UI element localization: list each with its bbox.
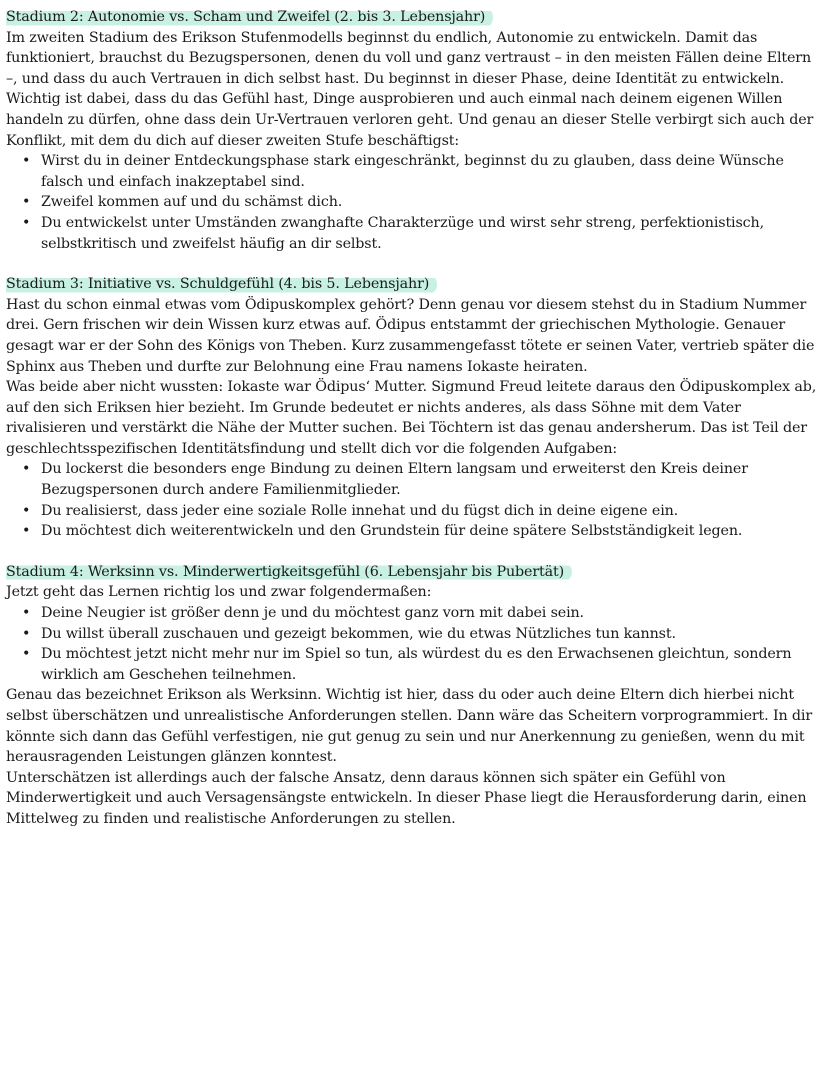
list-item: • Du möchtest dich weiterentwickeln und den Grundstein für deine spätere Selbstständigkeit legen. <box>41 521 818 542</box>
document-page <box>6 7 818 830</box>
section-heading: Stadium 3: Initiative vs. Schuldgefühl (4. bis 5. Lebensjahr) <box>6 274 437 295</box>
paragraph: Hast du schon einmal etwas vom Ödipuskomplex gehört? Denn genau vor diesem stehst du in Stadium Nummer drei. Gern frischen wir dein Wissen kurz etwas auf. Ödipus entstammt der griechischen Mythologie. Genauer gesagt war er der Sohn des Königs von Theben. Kurz zusammengefasst tötete er seinen Vater, vertrieb später die Sphinx aus Theben und durfte zur Belohnung eine Frau namens Iokaste heiraten. <box>6 296 815 375</box>
section-stadium-3 <box>6 274 818 542</box>
list-item: • Du entwickelst unter Umständen zwanghafte Charakterzüge und wirst sehr streng, perfektionistisch, selbstkritisch und zweifelst häufig an dir selbst. <box>41 213 818 254</box>
list-item: • Du realisierst, dass jeder eine soziale Rolle innehat und du fügst dich in deine eigene ein. <box>41 501 818 522</box>
section-stadium-2 <box>6 7 818 254</box>
section-heading: Stadium 4: Werksinn vs. Minderwertigkeitsgefühl (6. Lebensjahr bis Pubertät) <box>6 562 572 583</box>
list-item: • Zweifel kommen auf und du schämst dich. <box>41 192 818 213</box>
paragraph: Genau das bezeichnet Erikson als Werksinn. Wichtig ist hier, dass du oder auch deine Eltern dich hierbei nicht selbst überschätzen und unrealistische Anforderungen stellen. Dann wäre das Scheitern vorprogrammiert. In dir könnte sich dann das Gefühl verfestigen, nie gut genug zu sein und nur Anerkennung zu genießen, wenn du mit herausragenden Leistungen glänzen konntest. <box>6 687 813 766</box>
list-item: • Du möchtest jetzt nicht mehr nur im Spiel so tun, als würdest du es den Erwachsenen gleichtun, sondern wirklich am Geschehen teilnehmen. <box>41 644 818 685</box>
paragraph: Jetzt geht das Lernen richtig los und zwar folgendermaßen: <box>6 584 432 601</box>
paragraph: Im zweiten Stadium des Erikson Stufenmodells beginnst du endlich, Autonomie zu entwickeln. Damit das funktioniert, brauchst du Bezugspersonen, denen du voll und ganz vertraust – in den meisten Fällen deine Eltern –, und dass du auch Vertrauen in dich selbst hast. Du beginnst in dieser Phase, deine Identität zu entwickeln. <box>6 29 812 87</box>
section-stadium-4 <box>6 562 818 830</box>
paragraph: Unterschätzen ist allerdings auch der falsche Ansatz, denn daraus können sich später ein Gefühl von Minderwertigkeit und auch Versagensängste entwickeln. In dieser Phase liegt die Herausforderung darin, einen Mittelweg zu finden und realistische Anforderungen zu stellen. <box>6 769 807 827</box>
paragraph: Wichtig ist dabei, dass du das Gefühl hast, Dinge ausprobieren und auch einmal nach deinem eigenen Willen handeln zu dürfen, ohne dass dein Ur-Vertrauen verloren geht. Und genau an dieser Stelle verbirgt sich auch der Konflikt, mit dem du dich auf dieser zweiten Stufe beschäftigst: <box>6 91 814 149</box>
list-item: • Du lockerst die besonders enge Bindung zu deinen Eltern langsam und erweiterst den Kreis deiner Bezugspersonen durch andere Familienmitglieder. <box>41 459 818 500</box>
list-item: • Wirst du in deiner Entdeckungsphase stark eingeschränkt, beginnst du zu glauben, dass deine Wünsche falsch und einfach inakzeptabel sind. <box>41 151 818 192</box>
bullet-list <box>6 459 818 541</box>
bullet-list <box>6 151 818 254</box>
bullet-list <box>6 603 818 685</box>
list-item: • Du willst überall zuschauen und gezeigt bekommen, wie du etwas Nützliches tun kannst. <box>41 624 818 645</box>
paragraph: Was beide aber nicht wussten: Iokaste war Ödipus‘ Mutter. Sigmund Freud leitete daraus den Ödipuskomplex ab, auf den sich Eriksen hier bezieht. Im Grunde bedeutet er nichts anderes, als dass Söhne mit dem Vater rivalisieren und verstärkt die Nähe der Mutter suchen. Bei Töchtern ist das genau andersherum. Das ist Teil der geschlechtsspezifischen Identitätsfindung und stellt dich vor die folgenden Aufgaben: <box>6 379 817 457</box>
section-heading: Stadium 2: Autonomie vs. Scham und Zweifel (2. bis 3. Lebensjahr) <box>6 7 493 28</box>
list-item: • Deine Neugier ist größer denn je und du möchtest ganz vorn mit dabei sein. <box>41 603 818 624</box>
